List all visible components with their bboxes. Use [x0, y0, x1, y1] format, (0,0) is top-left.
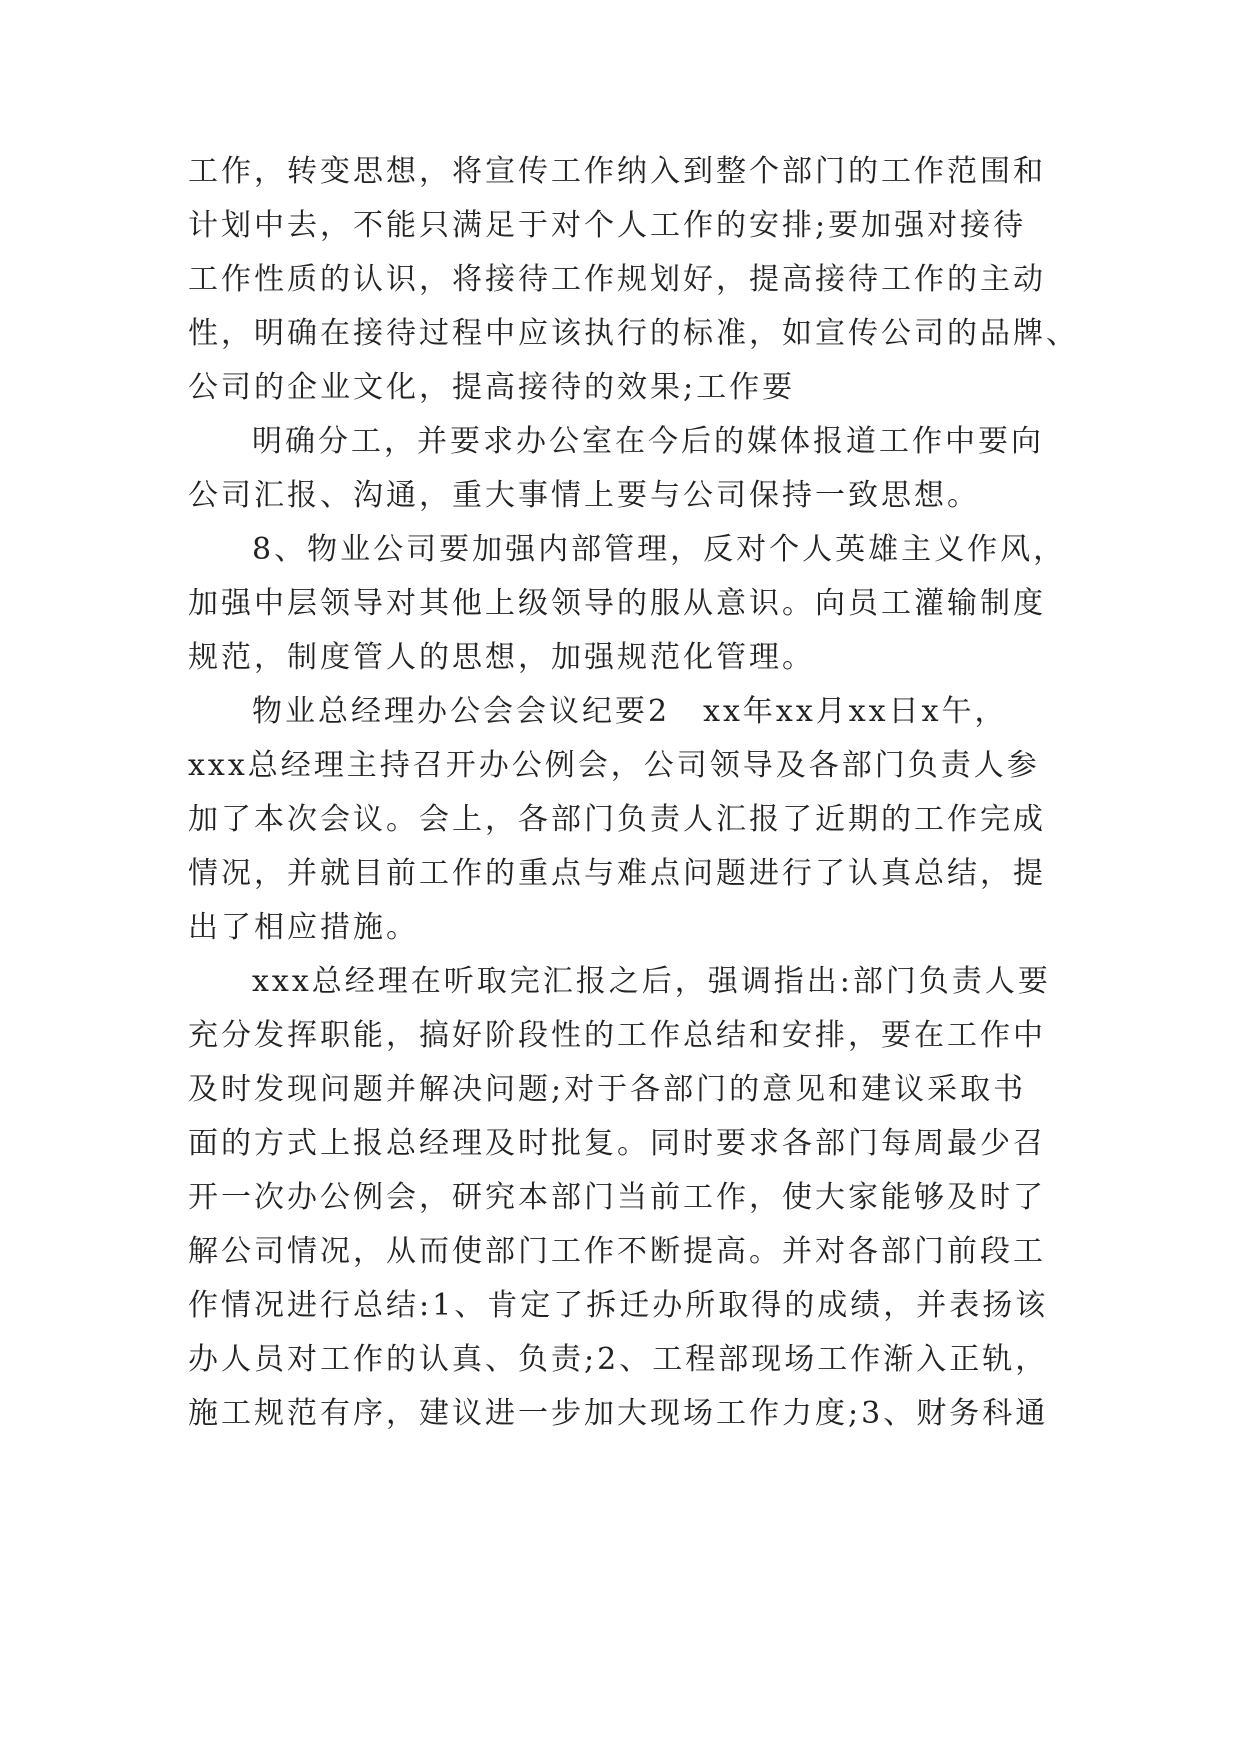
paragraph-line: 工作，转变思想，将宣传工作纳入到整个部门的工作范围和 — [188, 154, 1046, 189]
paragraph-line: 工作性质的认识，将接待工作规划好，提高接待工作的主动 — [188, 262, 1046, 297]
paragraph-line: 解公司情况，从而使部门工作不断提高。并对各部门前段工 — [188, 1234, 1046, 1269]
paragraph-line: 及时发现问题并解决问题;对于各部门的意见和建议采取书 — [188, 1072, 1027, 1107]
paragraph-line: 面的方式上报总经理及时批复。同时要求各部门每周最少召 — [188, 1126, 1046, 1161]
paragraph-line: 8、物业公司要加强内部管理，反对个人英雄主义作风， — [252, 532, 1067, 567]
paragraph-line: 出了相应措施。 — [188, 910, 419, 945]
paragraph-line: 计划中去，不能只满足于对个人工作的安排;要加强对接待 — [188, 208, 1027, 243]
paragraph-line: 加强中层领导对其他上级领导的服从意识。向员工灌输制度 — [188, 586, 1046, 621]
paragraph-line: xxx总经理在听取完汇报之后，强调指出:部门负责人要 — [252, 964, 1051, 999]
paragraph-line: 明确分工，并要求办公室在今后的媒体报道工作中要向 — [252, 424, 1044, 459]
paragraph-line: 办人员对工作的认真、负责;2、工程部现场工作渐入正轨， — [188, 1342, 1049, 1377]
paragraph-line: 规范，制度管人的思想，加强规范化管理。 — [188, 640, 815, 675]
paragraph-line: 充分发挥职能，搞好阶段性的工作总结和安排，要在工作中 — [188, 1018, 1046, 1053]
paragraph-line: 情况，并就目前工作的重点与难点问题进行了认真总结，提 — [188, 856, 1046, 891]
paragraph-line: 公司的企业文化，提高接待的效果;工作要 — [188, 370, 796, 405]
paragraph-line: 加了本次会议。会上，各部门负责人汇报了近期的工作完成 — [188, 802, 1046, 837]
section-title-line: 物业总经理办公会会议纪要2 xx年xx月xx日x午， — [252, 694, 1008, 729]
paragraph-line: 作情况进行总结:1、肯定了拆迁办所取得的成绩，并表扬该 — [188, 1288, 1049, 1323]
paragraph-line: 施工规范有序，建议进一步加大现场工作力度;3、财务科通 — [188, 1396, 1049, 1431]
paragraph-line: xxx总经理主持召开办公例会，公司领导及各部门负责人参 — [188, 748, 1040, 783]
paragraph-line: 公司汇报、沟通，重大事情上要与公司保持一致思想。 — [188, 478, 980, 513]
paragraph-line: 性，明确在接待过程中应该执行的标准，如宣传公司的品牌、 — [188, 316, 1079, 351]
paragraph-line: 开一次办公例会，研究本部门当前工作，使大家能够及时了 — [188, 1180, 1046, 1215]
